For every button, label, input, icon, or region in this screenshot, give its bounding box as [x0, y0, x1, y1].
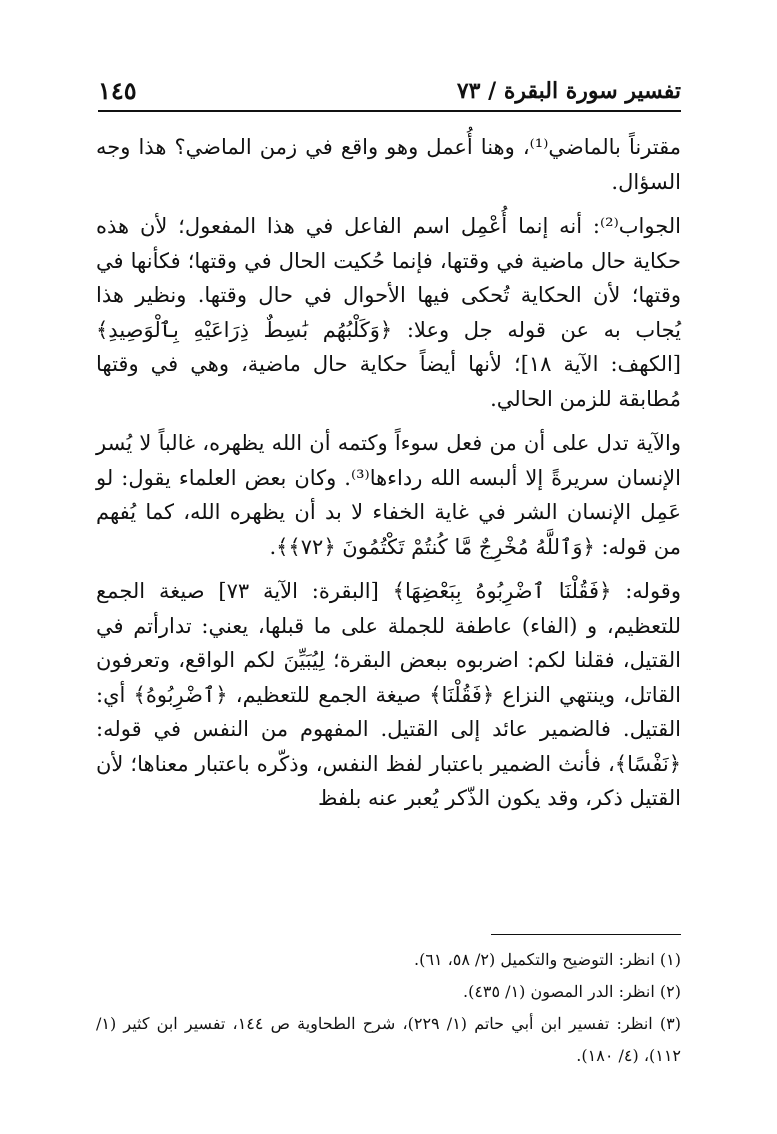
running-title: تفسير سورة البقرة / ٧٣ — [456, 78, 681, 104]
footnote: (٣) انظر: تفسير ابن أبي حاتم (١/ ٢٢٩)، شرح الطحاوية ص ١٤٤، تفسير ابن كثير (١/ ١١٢)، (٤/ ١٨٠). — [96, 1014, 682, 1065]
paragraph: مقترناً بالماضي⁽¹⁾، وهنا أُعمل وهو واقع في زمن الماضي؟ هذا وجه السؤال. — [96, 135, 681, 194]
paragraph: الجواب⁽²⁾: أنه إنما أُعْمِل اسم الفاعل في هذا المفعول؛ لأن هذه حكاية حال ماضية في وقتها، فإنما حُكيت الحال في وقتها؛ فكأنها في وقتها؛ لأن الحكاية تُحكى فيها الأحوال في حال وقتها. ونظير هذا يُجاب به عن قوله جل وعلا: ﴿وَكَلْبُهُم بَٰسِطٌ ذِرَاعَيْهِ بِٱلْوَصِيدِ﴾ [الكهف: الآية ١٨]؛ لأنها أيضاً حكاية حال ماضية، وهي في وقتها مُطابقة للزمن الحالي. — [96, 214, 682, 411]
footnote-separator — [491, 934, 681, 935]
main-text — [96, 130, 681, 826]
footnote: (١) انظر: التوضيح والتكميل (٢/ ٥٨، ٦١). — [413, 950, 681, 969]
page-header — [98, 74, 681, 112]
paragraph: والآية تدل على أن من فعل سوءاً وكتمه أن الله يظهره، غالباً لا يُسر الإنسان سريرةً إلا ألبسه الله رداءها⁽³⁾. وكان بعض العلماء يقول: لو عَمِل الإنسان الشر في غاية الخفاء لا بد أن يظهره الله، كما يُفهم من قوله: ﴿وَٱللَّهُ مُخْرِجٌ مَّا كُنتُمْ تَكْتُمُونَ ﴿٧٢﴾﴾. — [96, 431, 681, 559]
footnote: (٢) انظر: الدر المصون (١/ ٤٣٥). — [462, 982, 681, 1001]
page-number: ١٤٥ — [98, 76, 137, 105]
footnotes — [96, 944, 681, 1072]
paragraph: وقوله: ﴿فَقُلْنَا ٱضْرِبُوهُ بِبَعْضِهَا﴾ [البقرة: الآية ٧٣] صيغة الجمع للتعظيم، و (الفاء) عاطفة للجملة على ما قبلها، يعني: تدارأتم في القتيل، فقلنا لكم: اضربوه ببعض البقرة؛ لِيُبَيِّنَ لكم الواقع، وتعرفون القاتل، وينتهي النزاع ﴿فَقُلْنَا﴾ صيغة الجمع للتعظيم، ﴿ٱضْرِبُوهُ﴾ أي: القتيل. فالضمير عائد إلى القتيل. المفهوم من النفس في قوله: ﴿نَفْسًا﴾، فأنث الضمير باعتبار لفظ النفس، وذكّره باعتبار معناها؛ لأن القتيل ذكر، وقد يكون الذّكر يُعبر عنه بلفظ — [96, 579, 681, 810]
